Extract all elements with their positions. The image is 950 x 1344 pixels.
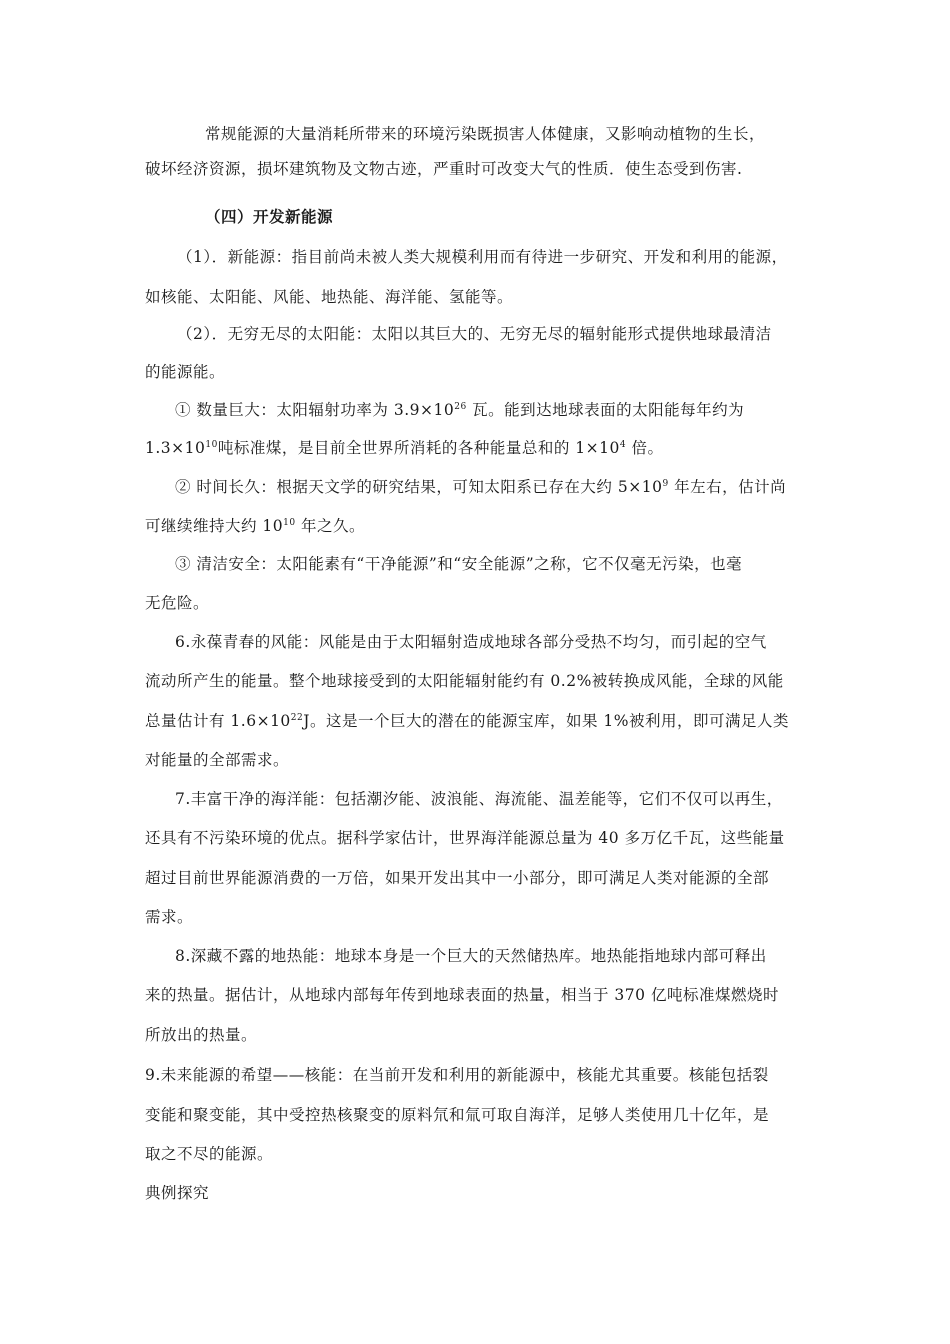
paragraph-line: 还具有不污染环境的优点。据科学家估计，世界海洋能源总量为 40 多万亿千瓦，这些能量 xyxy=(145,829,785,847)
paragraph-line xyxy=(145,709,789,731)
superscript: 10 xyxy=(283,518,296,528)
paragraph-line xyxy=(145,436,664,458)
paragraph-line: ③ 清洁安全：太阳能素有“干净能源”和“安全能源”之称，它不仅毫无污染，也毫 xyxy=(175,555,743,573)
text-run: 可继续维持大约 10 xyxy=(145,517,284,535)
paragraph-line: 9.未来能源的希望——核能：在当前开发和利用的新能源中，核能尤其重要。核能包括裂 xyxy=(145,1066,769,1084)
text-run: 吨标准煤，是目前全世界所消耗的各种能量总和的 1×10 xyxy=(217,439,620,457)
paragraph-line: 常规能源的大量消耗所带来的环境污染既损害人体健康，又影响动植物的生长， xyxy=(205,125,766,143)
paragraph-line: 的能源能。 xyxy=(145,363,226,381)
superscript: 26 xyxy=(454,402,467,412)
paragraph-line xyxy=(175,398,744,420)
paragraph-line: 来的热量。据估计，从地球内部每年传到地球表面的热量，相当于 370 亿吨标准煤燃烧时 xyxy=(145,986,779,1004)
paragraph-line: 需求。 xyxy=(145,908,194,926)
paragraph-line: 流动所产生的能量。整个地球接受到的太阳能辐射能约有 0.2%被转换成风能，全球的风能 xyxy=(145,672,784,690)
paragraph-line: 6.永葆青春的风能：风能是由于太阳辐射造成地球各部分受热不均匀，而引起的空气 xyxy=(175,633,767,651)
paragraph-line: 7.丰富干净的海洋能：包括潮汐能、波浪能、海流能、温差能等，它们不仅可以再生， xyxy=(175,790,783,808)
paragraph-line: 取之不尽的能源。 xyxy=(145,1145,274,1163)
paragraph-line: 所放出的热量。 xyxy=(145,1026,258,1044)
paragraph-line xyxy=(145,514,365,536)
paragraph-line: 对能量的全部需求。 xyxy=(145,751,290,769)
text-run: 1.3×10 xyxy=(145,439,206,457)
paragraph-line: （2）．无穷无尽的太阳能：太阳以其巨大的、无穷无尽的辐射能形式提供地球最清洁 xyxy=(177,325,772,343)
superscript: 10 xyxy=(205,440,218,450)
text-run: ① 数量巨大：太阳辐射功率为 3.9×10 xyxy=(175,401,455,419)
paragraph-line: 无危险。 xyxy=(145,594,210,612)
superscript: 4 xyxy=(619,440,627,450)
superscript: 22 xyxy=(290,713,304,723)
text-run: 瓦。能到达地球表面的太阳能每年约为 xyxy=(466,401,745,419)
paragraph-line: 破坏经济资源，损坏建筑物及文物古迹，严重时可改变大气的性质．使生态受到伤害. xyxy=(145,160,743,178)
paragraph-line: 8.深藏不露的地热能：地球本身是一个巨大的天然储热库。地热能指地球内部可释出 xyxy=(175,947,767,965)
paragraph-line: 变能和聚变能，其中受控热核聚变的原料氘和氚可取自海洋，足够人类使用几十亿年，是 xyxy=(145,1106,770,1124)
footer-heading: 典例探究 xyxy=(145,1184,210,1202)
paragraph-line: 如核能、太阳能、风能、地热能、海洋能、氢能等。 xyxy=(145,288,514,306)
paragraph-line: 超过目前世界能源消费的一万倍，如果开发出其中一小部分，即可满足人类对能源的全部 xyxy=(145,869,770,887)
text-run: 总量估计有 1.6×10 xyxy=(145,712,291,730)
paragraph-line: （1）．新能源：指目前尚未被人类大规模利用而有待进一步研究、开发和利用的能源， xyxy=(177,248,788,266)
text-run: 年左右，估计尚 xyxy=(668,478,787,496)
superscript: 9 xyxy=(662,479,669,489)
text-run: J。这是一个巨大的潜在的能源宝库，如果 1%被利用，即可满足人类 xyxy=(303,712,789,730)
text-run: 年之久。 xyxy=(295,517,366,535)
text-run: ② 时间长久：根据天文学的研究结果，可知太阳系已存在大约 5×10 xyxy=(175,478,663,496)
text-run: 倍。 xyxy=(626,439,664,457)
section-heading: （四）开发新能源 xyxy=(205,207,334,226)
paragraph-line xyxy=(175,475,786,497)
